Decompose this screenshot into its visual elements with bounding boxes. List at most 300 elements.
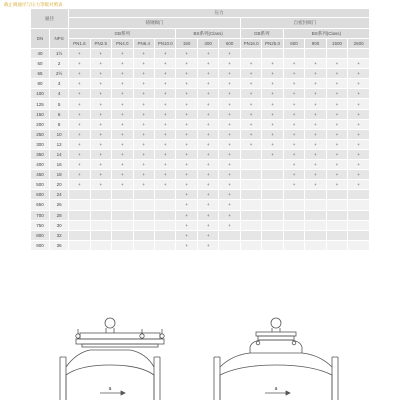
cell-availability: + — [154, 129, 175, 139]
cell-availability: + — [240, 59, 261, 69]
header-pressure-col: 600 — [219, 39, 240, 49]
cell-availability — [348, 49, 370, 59]
cell-availability: + — [197, 190, 218, 200]
cell-availability: + — [112, 119, 133, 129]
table-row — [31, 180, 370, 190]
header-pressure-col: PN6.4 — [133, 39, 154, 49]
cell-availability: + — [154, 89, 175, 99]
header-pressure: 压力 — [69, 9, 370, 18]
cell-availability — [348, 220, 370, 230]
cell-nps: 2½ — [50, 69, 69, 79]
header-pressure-col: 150 — [176, 39, 197, 49]
cell-availability: + — [219, 220, 240, 230]
cell-availability: + — [197, 109, 218, 119]
cell-availability: + — [69, 129, 90, 139]
cell-availability: + — [305, 99, 326, 109]
cell-availability: + — [112, 139, 133, 149]
cell-availability: + — [176, 170, 197, 180]
cell-availability: + — [154, 109, 175, 119]
cell-nps: 18 — [50, 170, 69, 180]
cell-availability: + — [133, 170, 154, 180]
cell-availability — [305, 220, 326, 230]
cell-availability: + — [219, 139, 240, 149]
cell-availability: + — [112, 69, 133, 79]
cell-nps: 32 — [50, 230, 69, 240]
cell-nps: 28 — [50, 210, 69, 220]
cell-availability: + — [348, 129, 370, 139]
cell-availability: + — [305, 180, 326, 190]
cell-availability: + — [240, 109, 261, 119]
cell-availability: + — [305, 160, 326, 170]
cell-availability: + — [176, 49, 197, 59]
cell-availability: + — [219, 149, 240, 159]
cell-availability — [133, 190, 154, 200]
header-size: 通径 — [31, 9, 69, 29]
cell-availability — [240, 210, 261, 220]
cell-dn: 65 — [31, 69, 50, 79]
cell-dn: 700 — [31, 210, 50, 220]
cell-availability: + — [262, 89, 283, 99]
cell-availability: + — [197, 49, 218, 59]
cell-availability — [326, 220, 347, 230]
cell-availability: + — [326, 149, 347, 159]
cell-availability: + — [133, 119, 154, 129]
cell-dn: 750 — [31, 220, 50, 230]
table-row — [31, 119, 370, 129]
cell-availability — [90, 220, 111, 230]
cell-availability: + — [133, 180, 154, 190]
cell-availability — [262, 190, 283, 200]
cell-availability: + — [219, 180, 240, 190]
cell-availability: + — [69, 49, 90, 59]
header-pressure-col: 300 — [197, 39, 218, 49]
cell-availability — [262, 240, 283, 250]
cell-availability: + — [305, 119, 326, 129]
cell-nps: 12 — [50, 139, 69, 149]
cell-availability — [262, 170, 283, 180]
cell-availability: + — [348, 170, 370, 180]
cell-availability — [283, 190, 304, 200]
cell-availability: + — [262, 139, 283, 149]
cell-availability — [240, 190, 261, 200]
cell-availability — [240, 170, 261, 180]
cell-availability — [154, 200, 175, 210]
header-pressure-col: 1500 — [326, 39, 347, 49]
swing-check-valve-left-drawing — [60, 318, 164, 400]
cell-availability: + — [154, 59, 175, 69]
cell-availability — [133, 210, 154, 220]
cell-availability: + — [176, 119, 197, 129]
cell-availability — [240, 200, 261, 210]
cell-availability — [112, 220, 133, 230]
cell-availability: + — [219, 99, 240, 109]
cell-dn: 400 — [31, 160, 50, 170]
cell-availability: + — [176, 220, 197, 230]
cell-availability — [348, 230, 370, 240]
cell-availability: + — [283, 119, 304, 129]
cell-availability — [326, 240, 347, 250]
cell-dn: 900 — [31, 240, 50, 250]
table-row — [31, 79, 370, 89]
header-dn: DN — [31, 29, 50, 49]
cell-availability: + — [176, 59, 197, 69]
cell-availability: + — [197, 160, 218, 170]
cell-dn: 650 — [31, 200, 50, 210]
cell-availability: + — [348, 59, 370, 69]
header-pressure-col: 900 — [305, 39, 326, 49]
cell-availability: + — [176, 190, 197, 200]
cell-nps: 14 — [50, 149, 69, 159]
cell-availability: + — [197, 89, 218, 99]
header-gb-series-2: GB系列 — [240, 29, 283, 39]
cell-availability: + — [176, 230, 197, 240]
cell-availability: + — [283, 69, 304, 79]
header-bs-series-2: BS系列(Class) — [283, 29, 369, 39]
cell-availability: + — [348, 79, 370, 89]
cell-availability: + — [219, 119, 240, 129]
table-caption: 截止阀通径与压力等级对照表 — [4, 2, 63, 7]
cell-availability: + — [262, 119, 283, 129]
header-group-cast: 铸钢阀门 — [69, 18, 241, 29]
table-row — [31, 220, 370, 230]
cell-availability: + — [326, 79, 347, 89]
cell-dn: 150 — [31, 109, 50, 119]
table-row — [31, 190, 370, 200]
cell-availability — [326, 190, 347, 200]
cell-availability: + — [197, 200, 218, 210]
cell-availability — [283, 220, 304, 230]
cell-availability: + — [283, 129, 304, 139]
cell-dn: 200 — [31, 119, 50, 129]
cell-availability: + — [133, 79, 154, 89]
table-row — [31, 210, 370, 220]
cell-availability — [326, 49, 347, 59]
cell-availability: + — [90, 129, 111, 139]
table-row — [31, 139, 370, 149]
cell-availability: + — [305, 109, 326, 119]
cell-availability: + — [69, 170, 90, 180]
cell-availability — [262, 220, 283, 230]
cell-nps: 2 — [50, 59, 69, 69]
cell-availability: + — [133, 59, 154, 69]
cell-availability: + — [112, 109, 133, 119]
cell-availability — [262, 49, 283, 59]
cell-availability: + — [219, 190, 240, 200]
cell-dn: 450 — [31, 170, 50, 180]
valve-drawings — [0, 305, 400, 400]
header-bs-series-1: BS系列(Class) — [176, 29, 240, 39]
cell-availability: + — [326, 99, 347, 109]
cell-availability: + — [262, 59, 283, 69]
cell-availability: + — [219, 49, 240, 59]
cell-availability: + — [197, 170, 218, 180]
cell-availability — [112, 230, 133, 240]
cell-availability: + — [219, 69, 240, 79]
cell-availability: + — [305, 129, 326, 139]
cell-availability — [90, 230, 111, 240]
cell-availability: + — [176, 200, 197, 210]
cell-availability: + — [90, 49, 111, 59]
table-row — [31, 109, 370, 119]
cell-nps: 24 — [50, 190, 69, 200]
cell-availability: + — [133, 109, 154, 119]
cell-availability: + — [326, 89, 347, 99]
cell-availability: + — [326, 119, 347, 129]
cell-availability: + — [112, 149, 133, 159]
cell-availability: + — [219, 210, 240, 220]
cell-availability — [348, 210, 370, 220]
cell-availability — [112, 210, 133, 220]
table-row — [31, 160, 370, 170]
cell-availability: + — [219, 200, 240, 210]
cell-dn: 600 — [31, 190, 50, 200]
cell-availability: + — [219, 79, 240, 89]
cell-availability: + — [69, 79, 90, 89]
cell-availability: + — [69, 139, 90, 149]
cell-availability: + — [348, 69, 370, 79]
cell-availability — [305, 230, 326, 240]
cell-availability: + — [112, 49, 133, 59]
cell-availability: + — [197, 59, 218, 69]
cell-availability — [112, 200, 133, 210]
cell-availability: + — [283, 160, 304, 170]
cell-availability — [69, 210, 90, 220]
cell-availability — [69, 240, 90, 250]
cell-availability: + — [326, 59, 347, 69]
cell-availability: + — [197, 79, 218, 89]
cell-availability: + — [69, 109, 90, 119]
cell-availability: + — [133, 149, 154, 159]
cell-availability — [112, 190, 133, 200]
cell-availability: + — [197, 230, 218, 240]
cell-availability: + — [240, 129, 261, 139]
cell-availability: + — [348, 109, 370, 119]
cell-availability: + — [69, 59, 90, 69]
header-group-forged: 自密封阀门 — [240, 18, 369, 29]
cell-availability — [154, 190, 175, 200]
cell-availability — [283, 230, 304, 240]
cell-availability: + — [154, 99, 175, 109]
cell-availability — [69, 200, 90, 210]
cell-availability: + — [176, 139, 197, 149]
cell-availability: + — [112, 99, 133, 109]
cell-availability: + — [176, 160, 197, 170]
cell-availability — [133, 200, 154, 210]
cell-availability — [240, 149, 261, 159]
cell-availability: + — [283, 170, 304, 180]
cell-availability — [326, 210, 347, 220]
cell-nps: 6 — [50, 109, 69, 119]
cell-dn: 40 — [31, 49, 50, 59]
cell-availability: + — [90, 109, 111, 119]
cell-availability: + — [305, 59, 326, 69]
cell-availability — [262, 180, 283, 190]
cell-availability: + — [133, 99, 154, 109]
cell-availability: + — [90, 89, 111, 99]
cell-availability: + — [112, 79, 133, 89]
cell-dn: 50 — [31, 59, 50, 69]
cell-availability — [283, 200, 304, 210]
cell-availability — [133, 220, 154, 230]
cell-availability: + — [240, 139, 261, 149]
cell-dn: 500 — [31, 180, 50, 190]
cell-availability: + — [283, 180, 304, 190]
cell-availability: + — [154, 160, 175, 170]
header-pressure-col: PN2.5 — [90, 39, 111, 49]
cell-availability: + — [348, 99, 370, 109]
cell-availability: + — [176, 69, 197, 79]
cell-availability: + — [219, 109, 240, 119]
cell-availability: + — [154, 79, 175, 89]
cell-availability — [348, 200, 370, 210]
header-pressure-col: 2500 — [348, 39, 370, 49]
header-pressure-col: 600 — [283, 39, 304, 49]
cell-availability: + — [133, 89, 154, 99]
cell-availability: + — [112, 59, 133, 69]
cell-availability: + — [69, 119, 90, 129]
cell-availability: + — [326, 69, 347, 79]
cell-nps: 10 — [50, 129, 69, 139]
cell-availability: + — [69, 69, 90, 79]
cell-availability — [240, 240, 261, 250]
cell-availability: + — [262, 149, 283, 159]
cell-availability: + — [219, 160, 240, 170]
table-row — [31, 89, 370, 99]
cell-availability: + — [326, 160, 347, 170]
cell-availability — [90, 240, 111, 250]
table-row — [31, 149, 370, 159]
cell-availability: + — [348, 139, 370, 149]
cell-nps: 26 — [50, 200, 69, 210]
cell-availability — [90, 210, 111, 220]
cell-availability: + — [348, 89, 370, 99]
cell-availability: + — [154, 49, 175, 59]
table-row — [31, 69, 370, 79]
cell-availability — [240, 160, 261, 170]
cell-availability — [154, 210, 175, 220]
cell-availability: + — [197, 220, 218, 230]
cell-availability — [305, 49, 326, 59]
table-row — [31, 200, 370, 210]
cell-availability: + — [90, 59, 111, 69]
cell-availability: + — [305, 89, 326, 99]
cell-availability: + — [90, 119, 111, 129]
cell-availability: + — [176, 149, 197, 159]
cell-availability — [283, 240, 304, 250]
cell-availability: + — [112, 160, 133, 170]
cell-availability: + — [305, 79, 326, 89]
cell-availability: + — [69, 180, 90, 190]
cell-availability: + — [197, 180, 218, 190]
cell-availability — [305, 190, 326, 200]
cell-availability: + — [262, 99, 283, 109]
cell-availability: + — [133, 69, 154, 79]
cell-availability — [219, 230, 240, 240]
cell-availability: + — [283, 79, 304, 89]
cell-dn: 300 — [31, 139, 50, 149]
cell-availability — [240, 49, 261, 59]
cell-availability: + — [283, 149, 304, 159]
cell-availability: + — [176, 240, 197, 250]
cell-availability — [90, 200, 111, 210]
cell-availability: + — [240, 79, 261, 89]
cell-availability: + — [326, 129, 347, 139]
cell-availability: + — [219, 170, 240, 180]
cell-availability: + — [348, 160, 370, 170]
cell-availability: + — [348, 119, 370, 129]
cell-availability: + — [262, 109, 283, 119]
cell-availability: + — [197, 119, 218, 129]
cell-availability — [69, 220, 90, 230]
cell-availability: + — [219, 59, 240, 69]
cell-availability: + — [240, 89, 261, 99]
cell-availability: + — [176, 89, 197, 99]
cell-availability — [240, 180, 261, 190]
cell-availability — [69, 190, 90, 200]
cell-availability: + — [326, 109, 347, 119]
table-row — [31, 49, 370, 59]
cell-availability: + — [348, 180, 370, 190]
cell-availability: + — [305, 139, 326, 149]
cell-availability: + — [197, 210, 218, 220]
cell-availability: + — [154, 69, 175, 79]
cell-availability: + — [197, 240, 218, 250]
table-row — [31, 240, 370, 250]
pressure-rating-table — [30, 8, 370, 251]
cell-availability: + — [262, 129, 283, 139]
cell-availability — [305, 240, 326, 250]
cell-availability — [326, 230, 347, 240]
cell-availability — [219, 240, 240, 250]
cell-availability: + — [326, 180, 347, 190]
cell-availability: + — [240, 69, 261, 79]
cell-availability: + — [112, 170, 133, 180]
cell-availability: + — [176, 79, 197, 89]
header-nps: NPS — [50, 29, 69, 49]
cell-availability: + — [112, 129, 133, 139]
cell-availability: + — [197, 99, 218, 109]
cell-availability — [305, 200, 326, 210]
cell-availability: + — [197, 149, 218, 159]
cell-availability: + — [154, 139, 175, 149]
table-row — [31, 129, 370, 139]
cell-availability: + — [133, 160, 154, 170]
cell-nps: 8 — [50, 119, 69, 129]
cell-availability: + — [326, 170, 347, 180]
cell-availability — [262, 200, 283, 210]
cell-availability: + — [176, 180, 197, 190]
cell-availability: + — [176, 129, 197, 139]
cell-dn: 100 — [31, 89, 50, 99]
cell-nps: 1½ — [50, 49, 69, 59]
cell-availability: + — [176, 99, 197, 109]
cell-availability — [348, 190, 370, 200]
cell-availability: + — [262, 79, 283, 89]
cell-dn: 125 — [31, 99, 50, 109]
cell-availability — [283, 210, 304, 220]
cell-availability: + — [69, 99, 90, 109]
cell-availability: + — [90, 99, 111, 109]
cell-availability: + — [90, 149, 111, 159]
cell-availability: + — [154, 119, 175, 129]
header-pressure-col: PN16.0 — [240, 39, 261, 49]
cell-nps: 36 — [50, 240, 69, 250]
cell-nps: 16 — [50, 160, 69, 170]
dim-label-left: a — [108, 386, 112, 392]
cell-availability: + — [240, 119, 261, 129]
cell-nps: 3 — [50, 79, 69, 89]
cell-availability: + — [90, 79, 111, 89]
